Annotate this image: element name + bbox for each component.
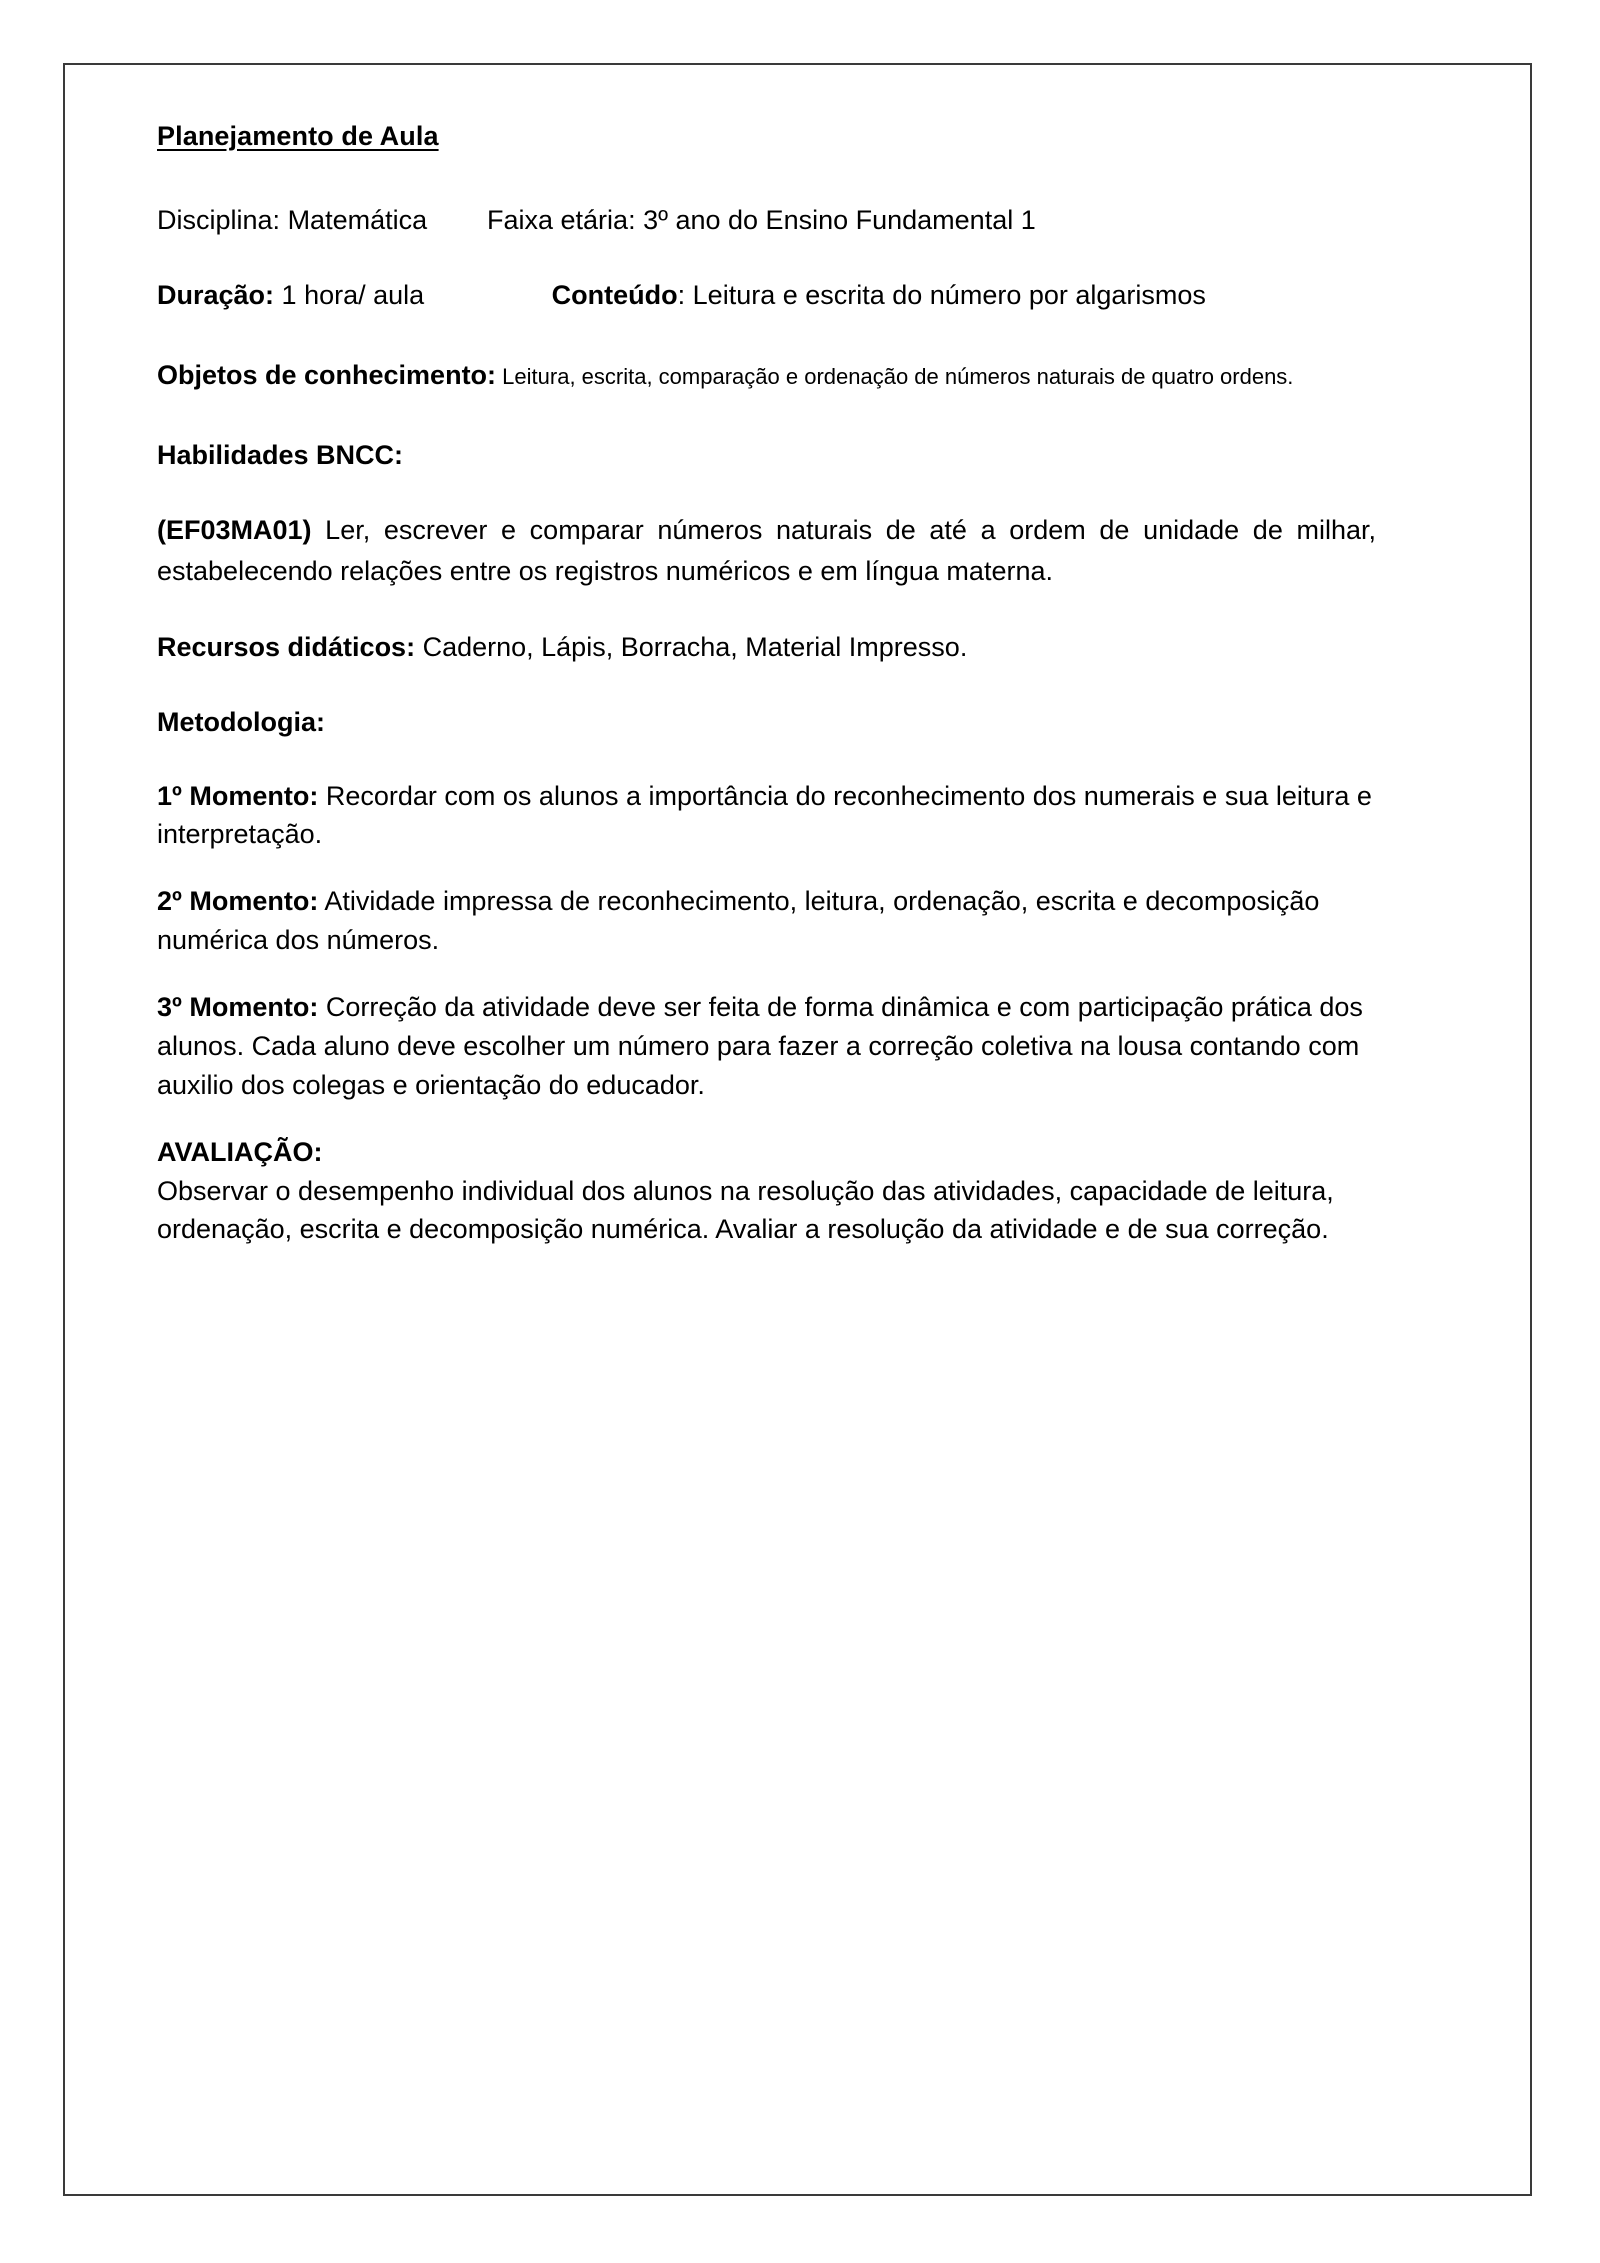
field-disciplina (157, 200, 487, 241)
habilidade-code: (EF03MA01) (157, 515, 312, 546)
spacer (157, 1105, 1376, 1133)
duracao-label: Duração: (157, 279, 275, 310)
page-border-frame (63, 63, 1532, 2196)
momento-2-label: 2º Momento: (157, 886, 319, 917)
disciplina-value: Matemática (287, 205, 428, 235)
momento-2-text: Atividade impressa de reconhecimento, leitura, ordenação, escrita e decomposição numérica dos números. (157, 886, 1320, 956)
faixa-etaria-value: 3º ano do Ensino Fundamental 1 (643, 205, 1036, 235)
spacer (157, 398, 1376, 435)
avaliacao-heading-row (157, 1133, 1376, 1172)
avaliacao-body: Observar o desempenho individual dos alunos na resolução das atividades, capacidade de leitura, ordenação, escrita e decomposição numérica. Avaliar a resolução da atividade e de sua correção. (157, 1175, 1334, 1245)
objetos-text: Leitura, escrita, comparação e ordenação de números naturais de quatro ordens. (502, 363, 1294, 389)
metodologia-heading: Metodologia: (157, 706, 325, 737)
conteudo-value: : Leitura e escrita do número por algarismos (677, 279, 1206, 310)
habilidade-text: Ler, escrever e comparar números naturais de até a ordem de unidade de milhar, estabelecendo relações entre os registros numéricos e em língua materna. (157, 515, 1376, 587)
habilidades-body (157, 510, 1376, 592)
spacer (157, 241, 1376, 275)
habilidades-heading-row (157, 435, 1376, 476)
page-title: Planejamento de Aula (157, 121, 439, 151)
row-disciplina-faixa (157, 200, 1376, 241)
spacer (157, 593, 1376, 627)
spacer (157, 316, 1376, 353)
momento-3 (157, 988, 1376, 1105)
recursos-value: Caderno, Lápis, Borracha, Material Impresso. (415, 631, 968, 662)
objetos-label: Objetos de conhecimento: (157, 359, 497, 390)
habilidades-heading: Habilidades BNCC: (157, 440, 404, 471)
momento-3-label: 3º Momento: (157, 992, 319, 1023)
duracao-value: 1 hora/ aula (281, 279, 425, 310)
section-objetos-conhecimento (157, 353, 1376, 399)
avaliacao-heading: AVALIAÇÃO: (157, 1136, 323, 1167)
spacer (157, 152, 1376, 200)
document-content (157, 121, 1376, 1249)
spacer (157, 854, 1376, 882)
conteudo-label: Conteúdo (551, 279, 678, 310)
spacer (157, 476, 1376, 510)
spacer (157, 668, 1376, 702)
momento-2 (157, 882, 1376, 960)
faixa-etaria-label: Faixa etária: (487, 205, 636, 235)
momento-1-text: Recordar com os alunos a importância do reconhecimento dos numerais e sua leitura e interpretação. (157, 780, 1372, 850)
spacer (157, 743, 1376, 777)
momento-1-label: 1º Momento: (157, 780, 319, 811)
spacer (157, 960, 1376, 988)
disciplina-label: Disciplina: (157, 205, 281, 235)
momento-3-text: Correção da atividade deve ser feita de forma dinâmica e com participação prática dos alunos. Cada aluno deve escolher um número para fazer a correção coletiva na lousa contando com auxilio dos colegas e orientação do educador. (157, 992, 1363, 1100)
section-recursos-didaticos (157, 627, 1376, 668)
recursos-label: Recursos didáticos: (157, 631, 416, 662)
metodologia-heading-row (157, 702, 1376, 743)
row-duracao-conteudo (157, 275, 1376, 316)
field-faixa-etaria (487, 200, 1376, 241)
momento-1 (157, 777, 1376, 855)
